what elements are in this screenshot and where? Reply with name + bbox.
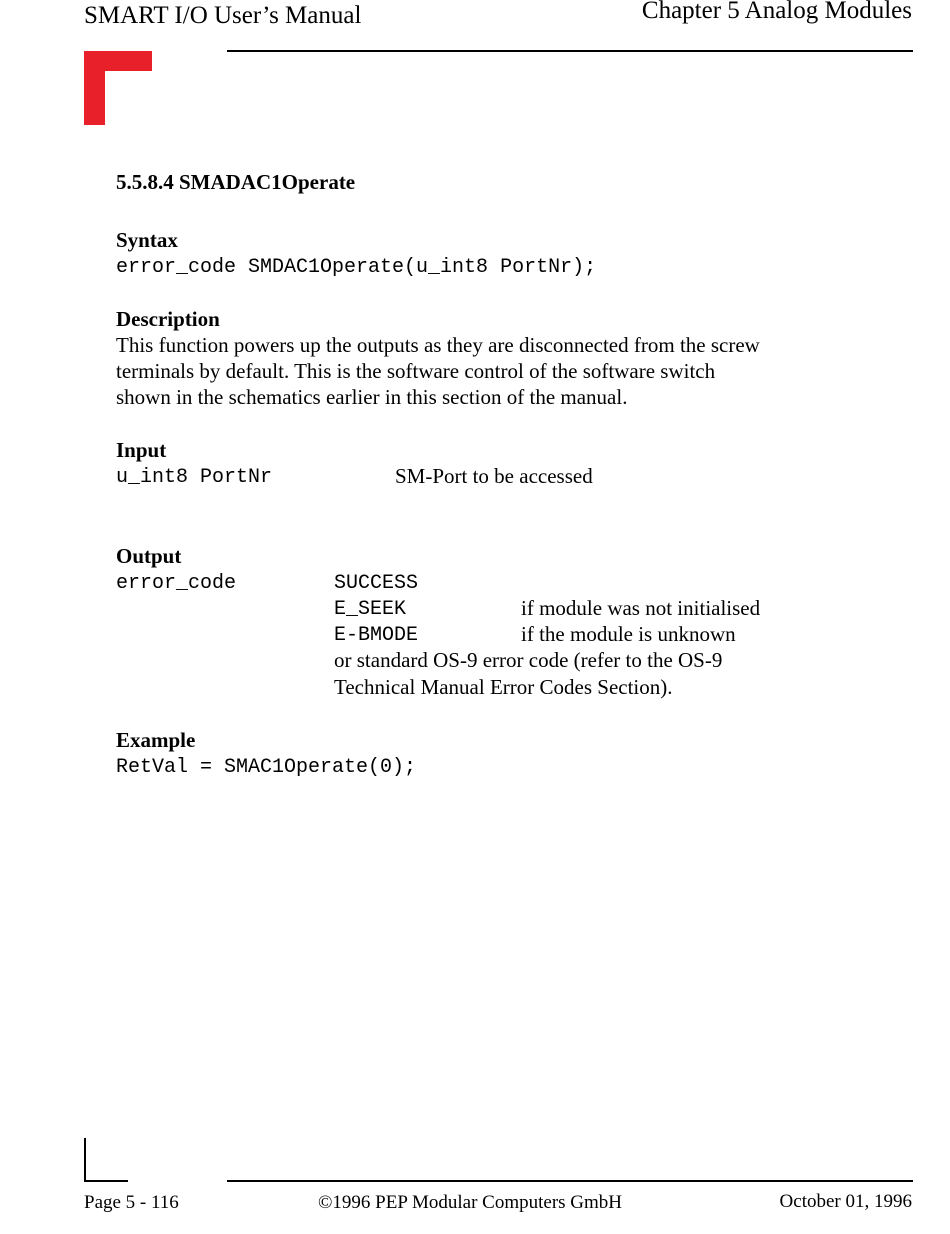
description-line: This function powers up the outputs as they are disconnected from the screw: [116, 333, 760, 357]
example-code: RetVal = SMAC1Operate(0);: [116, 756, 417, 779]
description-heading: Description: [116, 307, 220, 331]
input-param: u_int8 PortNr: [116, 466, 273, 489]
output-code-meaning: if module was not initialised: [521, 596, 761, 620]
chapter-title: Chapter 5 Analog Modules: [641, 0, 912, 24]
header-rule: [227, 50, 913, 52]
description-line: terminals by default. This is the software control of the software switch: [116, 359, 716, 383]
output-code: SUCCESS: [334, 572, 419, 595]
syntax-heading: Syntax: [116, 228, 178, 252]
output-note-line: or standard OS-9 error code (refer to the OS-9: [334, 648, 723, 672]
footer-rule: [227, 1180, 913, 1182]
output-param: error_code: [116, 572, 237, 595]
output-heading: Output: [116, 544, 182, 568]
output-code-meaning: if the module is unknown: [521, 622, 736, 646]
output-code: E-BMODE: [334, 624, 419, 647]
input-heading: Input: [116, 438, 167, 462]
manual-title: SMART I/O User’s Manual: [84, 2, 362, 29]
footer-date: October 01, 1996: [779, 1191, 912, 1212]
section-title: 5.5.8.4 SMADAC1Operate: [116, 170, 356, 194]
description-line: shown in the schematics earlier in this section of the manual.: [116, 385, 628, 409]
example-heading: Example: [116, 728, 196, 752]
input-param-desc: SM-Port to be accessed: [395, 464, 593, 488]
copyright: ©1996 PEP Modular Computers GmbH: [318, 1192, 623, 1213]
page-number: Page 5 - 116: [84, 1192, 179, 1213]
syntax-code: error_code SMDAC1Operate(u_int8 PortNr);: [116, 256, 597, 279]
output-code: E_SEEK: [334, 598, 407, 621]
output-note-line: Technical Manual Error Codes Section).: [334, 675, 673, 699]
